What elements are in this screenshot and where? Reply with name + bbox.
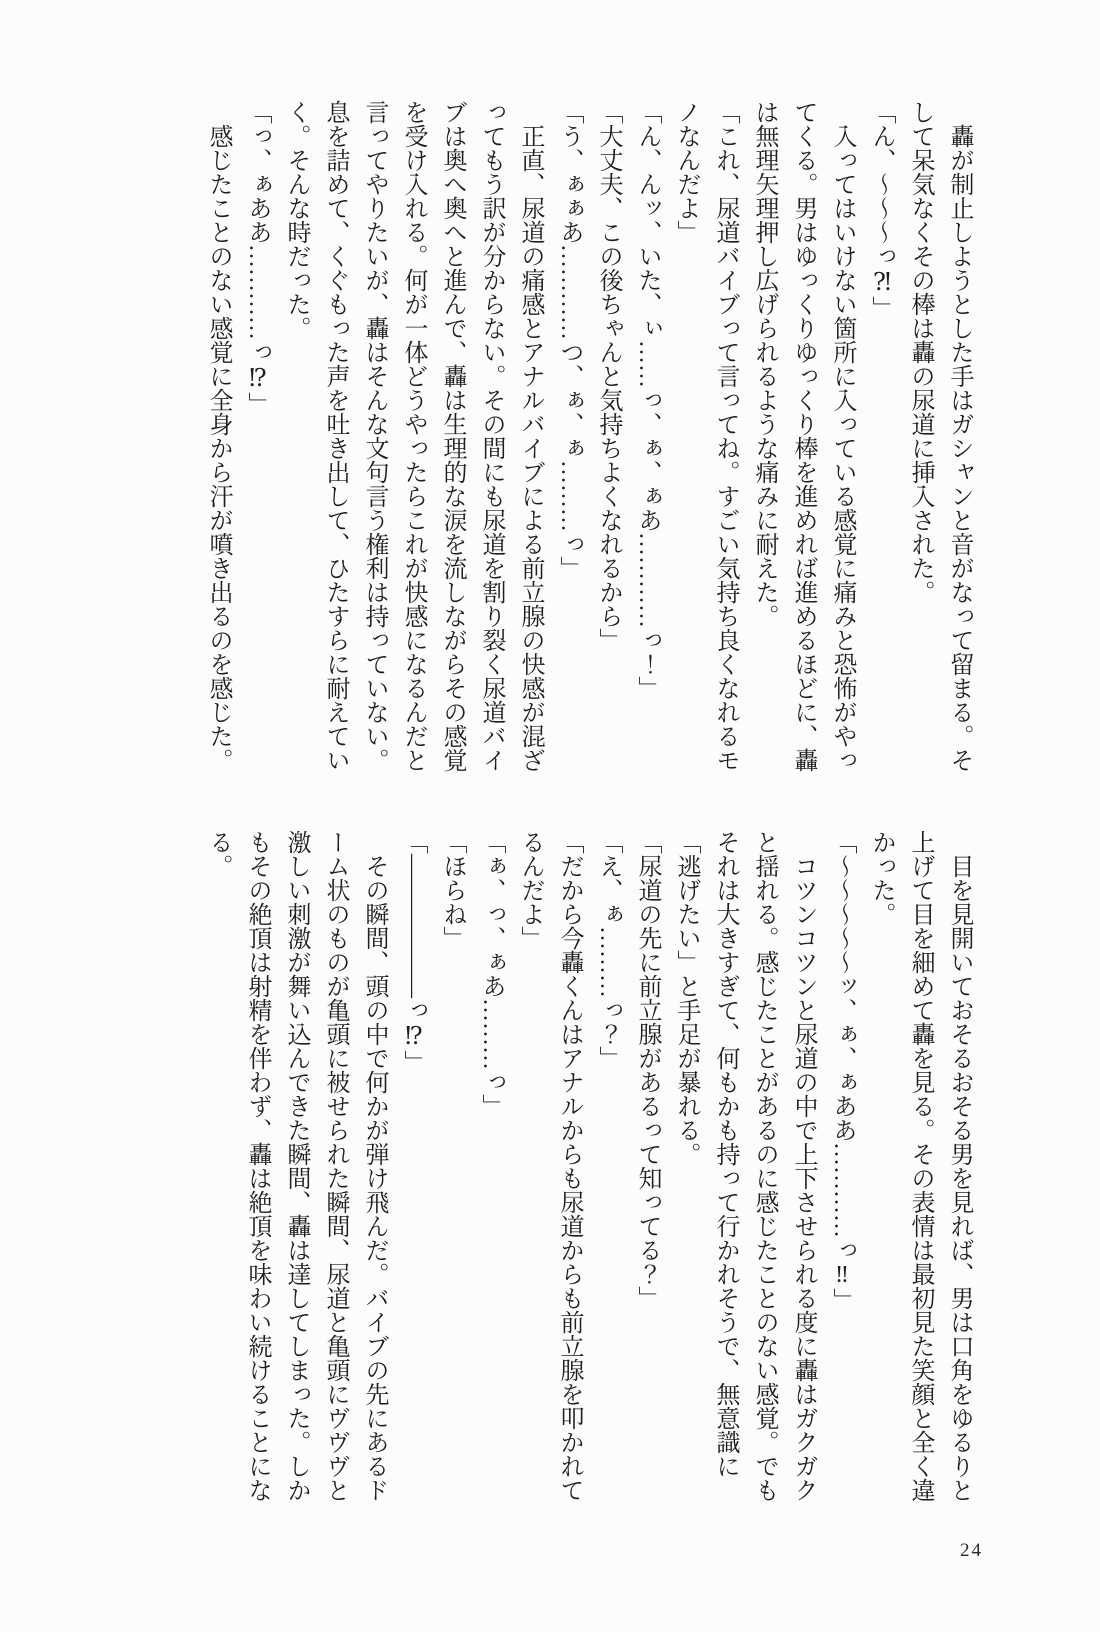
- upper-text-block: [198, 100, 978, 776]
- paragraph: コツンコツンと尿道の中で上下させられる度に轟はガクガクと揺れる。感じたことがあるのに感じたことのない感覚。でもそれは大きすぎて、何もかも持って行かれそうで、無意識に「逃げたい」と手足が暴れる。: [673, 830, 816, 1502]
- paragraph: その瞬間、頭の中で何かが弾け飛んだ。バイブの先にあるドーム状のものが亀頭に被せられた瞬間、尿道と亀頭にヴヴヴと激しい刺激が舞い込んできた瞬間、轟は達してしまった。しかもその絶頂は射精を伴わず、轟は絶頂を味わい続けることになる。: [205, 830, 387, 1502]
- paragraph: 入ってはいけない箇所に入っている感覚に痛みと恐怖がやってくる。男はゆっくりゆっくり棒を進めれば進めるほどに、轟は無理矢理押し広げられるような痛みに耐えた。: [751, 100, 855, 772]
- paragraph: 「だから今轟くんはアナルからも尿道からも前立腺を叩かれてるんだよ」: [517, 830, 582, 1502]
- paragraph: 「――――――っ⁉」: [400, 830, 426, 1074]
- paragraph: 「ん、〜〜〜っ⁈」: [868, 100, 894, 320]
- paragraph: 「〜〜〜〜〜ッ、ぁ、ぁああ…………っ‼」: [829, 830, 855, 1312]
- paragraph: 「ぁ、っ、ぁあ………っ」: [478, 830, 504, 1118]
- page-number: 24: [960, 1540, 983, 1561]
- paragraph: 「う、ぁぁあ…………つ、ぁ、ぁ………っ」: [556, 100, 582, 580]
- paragraph: 「大丈夫、この後ちゃんと気持ちよくなれるから」: [595, 100, 621, 652]
- paragraph: 「ほらね」: [439, 830, 465, 950]
- paragraph: 「これ、尿道バイブって言ってね。すごい気持ち良くなれるモノなんだよ」: [673, 100, 738, 772]
- paragraph: 轟が制止しようとした手はガシャンと音がなって留まる。そして呆気なくその棒は轟の尿道に挿入された。: [907, 100, 972, 772]
- paragraph: 「え、ぁ………っ？」: [595, 830, 621, 1070]
- paragraph: 感じたことのない感覚に全身から汗が噴き出るのを感じた。: [205, 124, 231, 772]
- paragraph: 正直、尿道の痛感とアナルバイブによる前立腺の快感が混ざってもう訳が分からない。その間にも尿道を割り裂く尿道バイブは奥へ奥へと進んで、轟は生理的な涙を流しながらその感覚を受け入れる。何が一体どうやったらこれが快感になるんだと言ってやりたいが、轟はそんな文句言う権利は持っていない。息を詰めて、くぐもった声を吐き出して、ひたすらに耐えていく。そんな時だった。: [283, 100, 543, 772]
- paragraph: 「尿道の先に前立腺があるって知ってる？」: [634, 830, 660, 1310]
- lower-text-block: [198, 830, 978, 1506]
- paragraph: 目を見開いておそるおそる男を見れば、男は口角をゆるりと上げて目を細めて轟を見る。その表情は最初見た笑顔と全く違かった。: [868, 830, 972, 1502]
- paragraph: 「ん、んッ、いた、ぃ……っ、ぁ、ぁあ…………っ！」: [634, 100, 660, 700]
- paragraph: 「っ、ぁああ…………っ⁉」: [244, 100, 270, 416]
